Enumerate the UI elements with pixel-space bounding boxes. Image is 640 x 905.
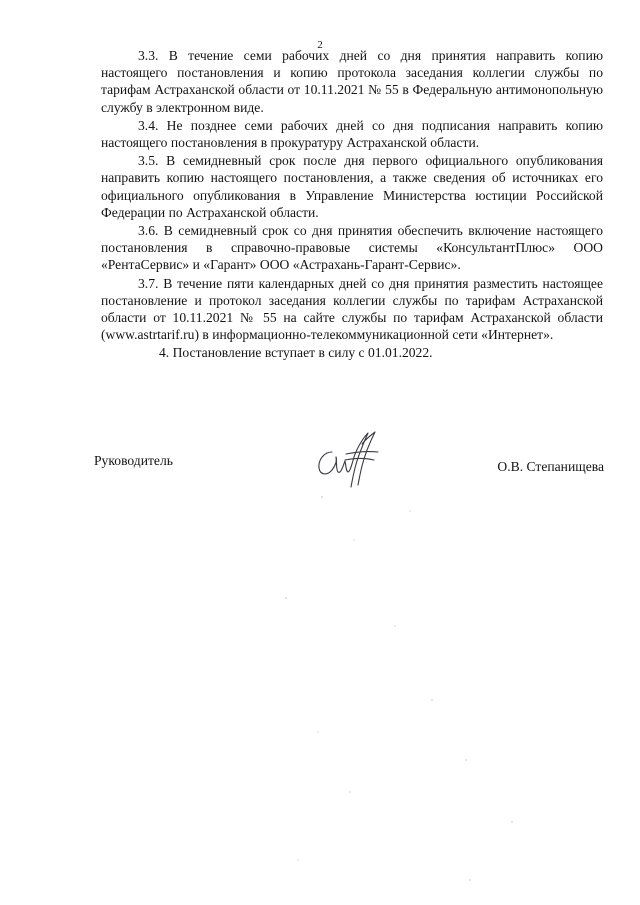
paragraph-3-5: 3.5. В семидневный срок после дня первого официального опубликования направить копию настоящего постановления, а также сведения об источниках его официального опубликования в Управление Министерства юстиции Российской Федерации по Астраханской области. xyxy=(101,153,603,220)
paragraph-3-6: 3.6. В семидневный срок со дня принятия обеспечить включение настоящего постановления в справочно-правовые системы «КонсультантПлюс» ООО «РентаСервис» и «Гарант» ООО «Астрахань-Гарант-Сервис». xyxy=(101,223,603,273)
handwritten-signature xyxy=(312,430,384,488)
paragraph-3-4: 3.4. Не позднее семи рабочих дней со дня подписания направить копию настоящего постановления в прокуратуру Астраханской области. xyxy=(101,117,603,151)
paragraph-3-3: 3.3. В течение семи рабочих дней со дня принятия направить копию настоящего постановления и копию протокола заседания коллегии службы по тарифам Астраханской области от 10.11.2021 № 55 в Федеральную антимонопольную службу в электронном виде. xyxy=(101,48,603,115)
page-number: 2 xyxy=(317,39,323,51)
document-body xyxy=(101,47,603,363)
paragraph-4: 4. Постановление вступает в силу с 01.01.2022. xyxy=(159,345,433,361)
signature-block xyxy=(0,430,640,500)
paragraph-3-7: 3.7. В течение пяти календарных дней со дня принятия разместить настоящее постановление и протокол заседания коллегии службы по тарифам Астраханской области от 10.11.2021 № 55 на сайте службы по тарифам Астраханской области (www.astrtarif.ru) в информационно-телекоммуникационной сети «Интернет». xyxy=(101,275,603,343)
signer-title: Руководитель xyxy=(94,453,173,468)
signer-name: О.В. Степанищева xyxy=(497,459,604,474)
